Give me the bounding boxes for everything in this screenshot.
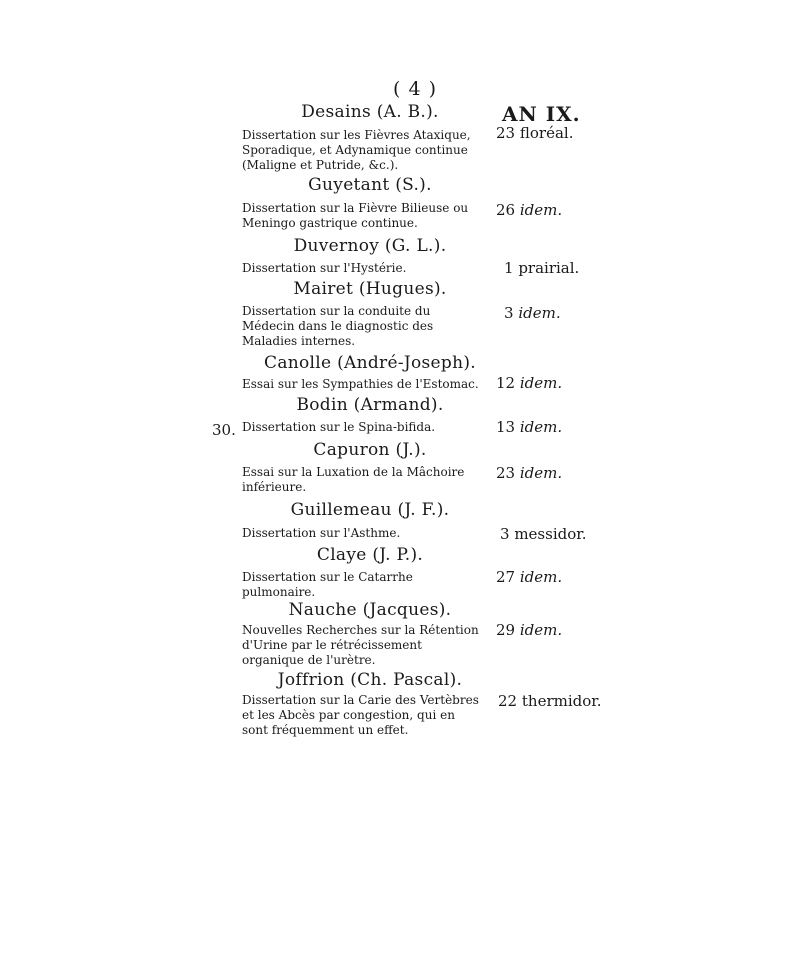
entry-day: 22 bbox=[498, 692, 518, 710]
entry-author: Nauche (Jacques). bbox=[288, 600, 452, 620]
entry-day: 12 bbox=[496, 374, 516, 392]
entry-date bbox=[496, 201, 562, 219]
entry-day: 23 bbox=[496, 124, 516, 142]
entry-month: idem. bbox=[519, 201, 563, 219]
entry-author: Claye (J. P.). bbox=[316, 545, 424, 565]
entry-date bbox=[496, 374, 562, 392]
year-heading: AN IX. bbox=[502, 102, 581, 126]
entry-title: Dissertation sur l'Hystérie. bbox=[242, 261, 407, 275]
entry-day: 3 bbox=[500, 525, 510, 543]
entry-title: Dissertation sur la Fièvre Bilieuse ou Meningo gastrique continue. bbox=[242, 201, 469, 230]
entry-day: 3 bbox=[504, 304, 514, 322]
entry-date bbox=[504, 259, 579, 277]
entry-title: Essai sur la Luxation de la Mâchoire inférieure. bbox=[242, 465, 465, 494]
entry-author: Desains (A. B.). bbox=[301, 102, 439, 122]
entry-author: Capuron (J.). bbox=[313, 440, 427, 460]
entry-day: 27 bbox=[496, 568, 516, 586]
entry-day: 23 bbox=[496, 464, 516, 482]
entry-month: idem. bbox=[519, 374, 563, 392]
entry-title: Dissertation sur le Spina-bifida. bbox=[242, 420, 436, 434]
entry-author: Guyetant (S.). bbox=[308, 175, 432, 195]
entry-title: Dissertation sur le Catarrhe pulmonaire. bbox=[242, 570, 413, 599]
entry-author: Duvernoy (G. L.). bbox=[293, 236, 447, 256]
entry-title: Nouvelles Recherches sur la Rétention d'Urine par le rétrécissement organique de l'urètre. bbox=[242, 623, 479, 667]
entry-month: idem. bbox=[519, 464, 563, 482]
entry-month: messidor. bbox=[514, 525, 587, 543]
entry-date bbox=[496, 418, 562, 436]
entry-date bbox=[498, 692, 602, 710]
entry-title: Dissertation sur la Carie des Vertèbres et les Abcès par congestion, qui en sont fréquemment un effet. bbox=[242, 693, 479, 737]
page-number: ( 4 ) bbox=[393, 78, 437, 100]
entry-title: Dissertation sur l'Asthme. bbox=[242, 526, 401, 540]
entry-month: idem. bbox=[519, 621, 563, 639]
entry-day: 13 bbox=[496, 418, 516, 436]
entry-author: Canolle (André-Joseph). bbox=[264, 353, 476, 373]
entry-date bbox=[496, 568, 562, 586]
margin-number: 30. bbox=[212, 421, 236, 439]
entry-date bbox=[500, 525, 587, 543]
entry-date bbox=[504, 304, 561, 322]
entry-day: 26 bbox=[496, 201, 516, 219]
entry-month: idem. bbox=[518, 304, 561, 322]
entry-month: prairial. bbox=[518, 259, 580, 277]
entry-day: 29 bbox=[496, 621, 516, 639]
entry-author: Bodin (Armand). bbox=[296, 395, 444, 415]
entry-title: Dissertation sur les Fièvres Ataxique, Sporadique, et Adynamique continue (Maligne et Putride, &c.). bbox=[242, 128, 471, 172]
entry-date bbox=[496, 124, 573, 142]
entry-author: Joffrion (Ch. Pascal). bbox=[277, 670, 463, 690]
entry-month: idem. bbox=[519, 568, 563, 586]
entry-day: 1 bbox=[504, 259, 514, 277]
entry-date bbox=[496, 621, 562, 639]
entry-title: Essai sur les Sympathies de l'Estomac. bbox=[242, 377, 479, 391]
entry-month: floréal. bbox=[519, 124, 574, 142]
entry-date bbox=[496, 464, 562, 482]
entry-month: thermidor. bbox=[521, 692, 602, 710]
entry-title: Dissertation sur la conduite du Médecin dans le diagnostic des Maladies internes. bbox=[242, 304, 434, 348]
entry-author: Mairet (Hugues). bbox=[293, 279, 447, 299]
entry-month: idem. bbox=[519, 418, 563, 436]
entry-author: Guillemeau (J. F.). bbox=[290, 500, 450, 520]
